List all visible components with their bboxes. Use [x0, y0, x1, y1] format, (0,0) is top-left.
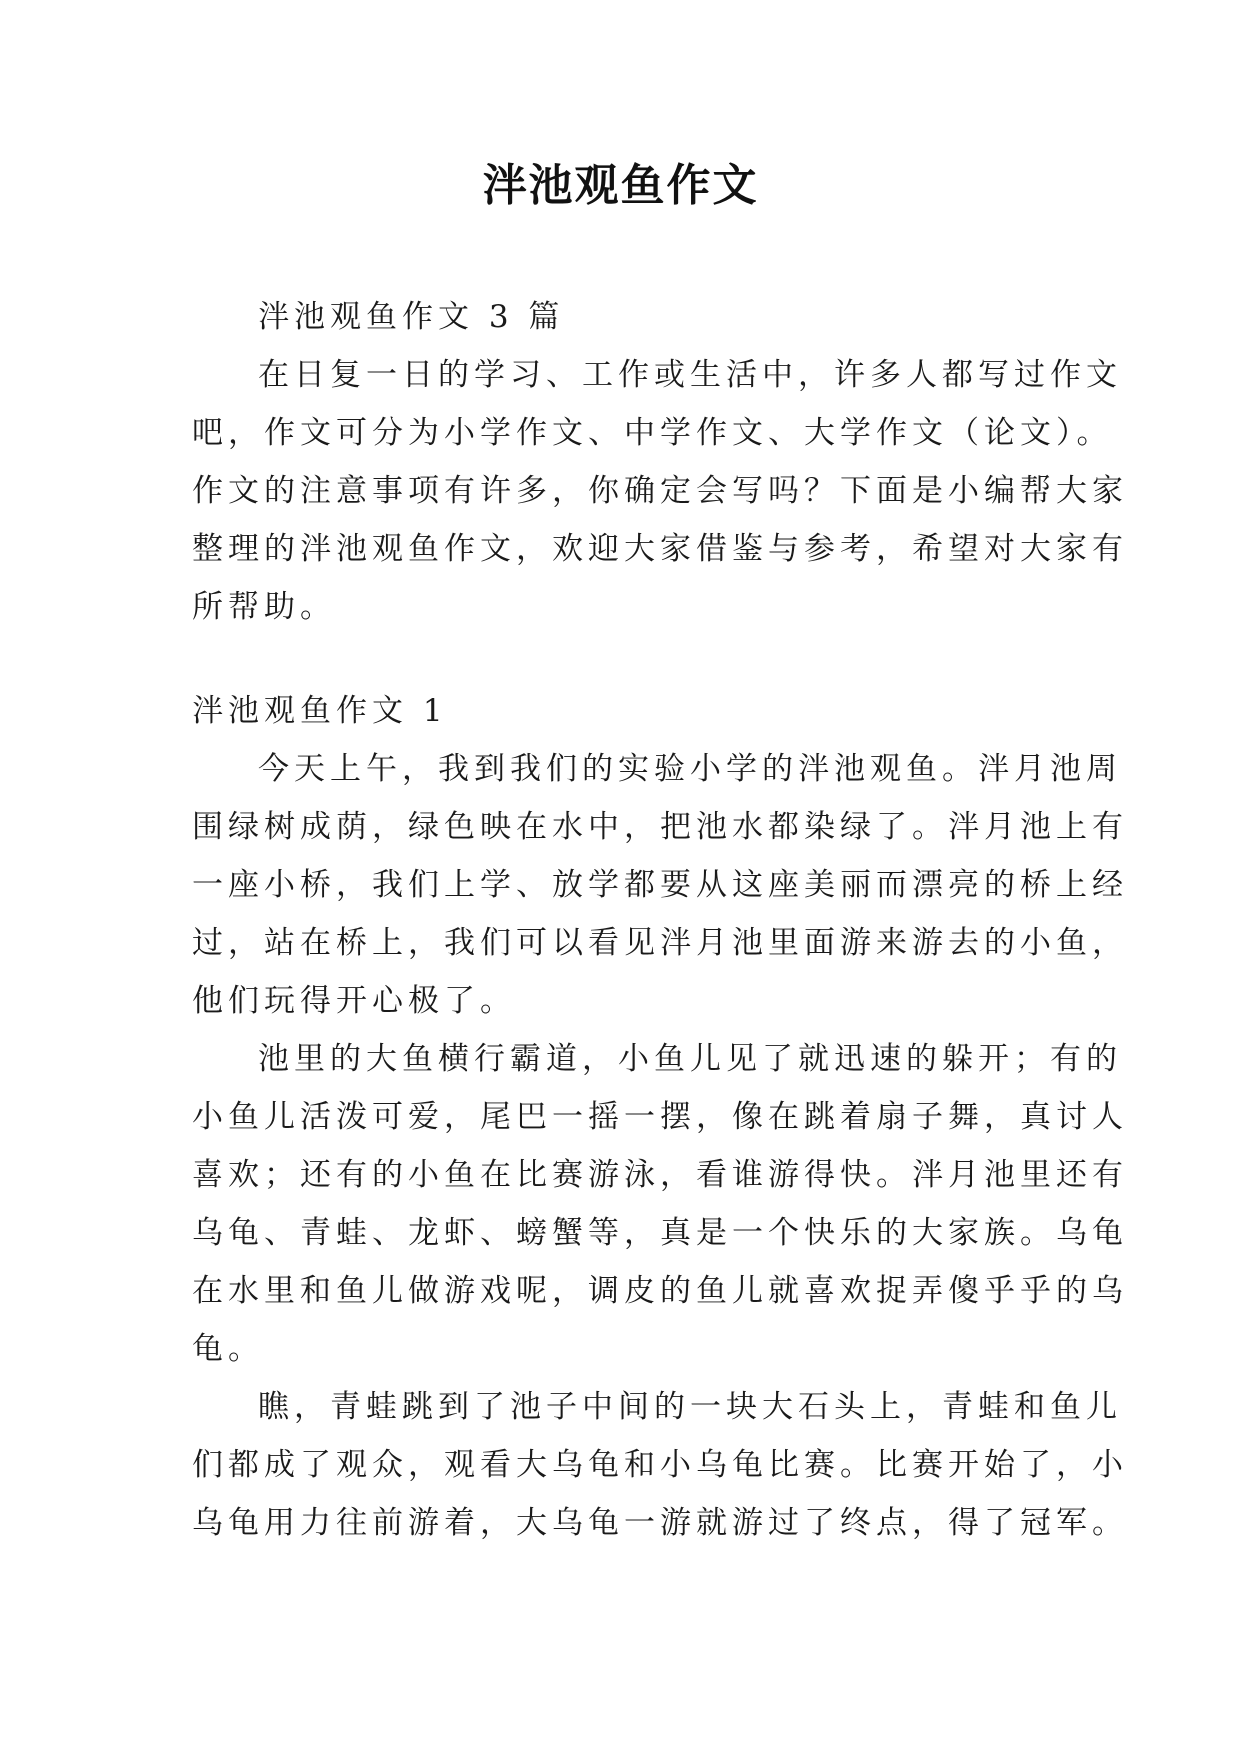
text-line: 池里的大鱼横行霸道，小鱼儿见了就迅速的躲开；有的 [258, 1041, 1122, 1077]
document-body [192, 288, 1128, 1552]
text-line: 喜欢；还有的小鱼在比赛游泳，看谁游得快。泮月池里还有 [192, 1157, 1128, 1193]
text-line: 整理的泮池观鱼作文，欢迎大家借鉴与参考，希望对大家有 [192, 531, 1128, 567]
text-line: 小鱼儿活泼可爱，尾巴一摇一摆，像在跳着扇子舞，真讨人 [192, 1099, 1128, 1135]
text-line: 所帮助。 [192, 589, 336, 625]
section-heading: 泮池观鱼作文 1 [192, 693, 448, 729]
text-line: 龟。 [192, 1331, 264, 1367]
subtitle-line: 泮池观鱼作文 3 篇 [258, 299, 565, 335]
paragraph-2 [192, 1030, 1128, 1378]
paragraph-1 [192, 740, 1128, 1030]
text-line: 作文的注意事项有许多，你确定会写吗？下面是小编帮大家 [192, 473, 1128, 509]
text-line: 们都成了观众，观看大乌龟和小乌龟比赛。比赛开始了，小 [192, 1447, 1128, 1483]
text-line: 今天上午，我到我们的实验小学的泮池观鱼。泮月池周 [258, 751, 1122, 787]
text-line: 他们玩得开心极了。 [192, 983, 516, 1019]
document-title: 泮池观鱼作文 [482, 160, 759, 211]
text-line: 在日复一日的学习、工作或生活中，许多人都写过作文 [258, 357, 1122, 393]
text-line: 乌龟用力往前游着，大乌龟一游就游过了终点，得了冠军。 [192, 1505, 1128, 1541]
text-line: 围绿树成荫，绿色映在水中，把池水都染绿了。泮月池上有 [192, 809, 1128, 845]
text-line: 一座小桥，我们上学、放学都要从这座美丽而漂亮的桥上经 [192, 867, 1128, 903]
text-line: 在水里和鱼儿做游戏呢，调皮的鱼儿就喜欢捉弄傻乎乎的乌 [192, 1273, 1128, 1309]
text-line: 吧，作文可分为小学作文、中学作文、大学作文（论文）。 [192, 415, 1113, 451]
text-line: 瞧，青蛙跳到了池子中间的一块大石头上，青蛙和鱼儿 [258, 1389, 1122, 1425]
intro-paragraph [192, 346, 1128, 636]
paragraph-3 [192, 1378, 1128, 1552]
section-gap [192, 636, 1062, 682]
text-line: 乌龟、青蛙、龙虾、螃蟹等，真是一个快乐的大家族。乌龟 [192, 1215, 1128, 1251]
text-line: 过，站在桥上，我们可以看见泮月池里面游来游去的小鱼， [192, 925, 1128, 961]
